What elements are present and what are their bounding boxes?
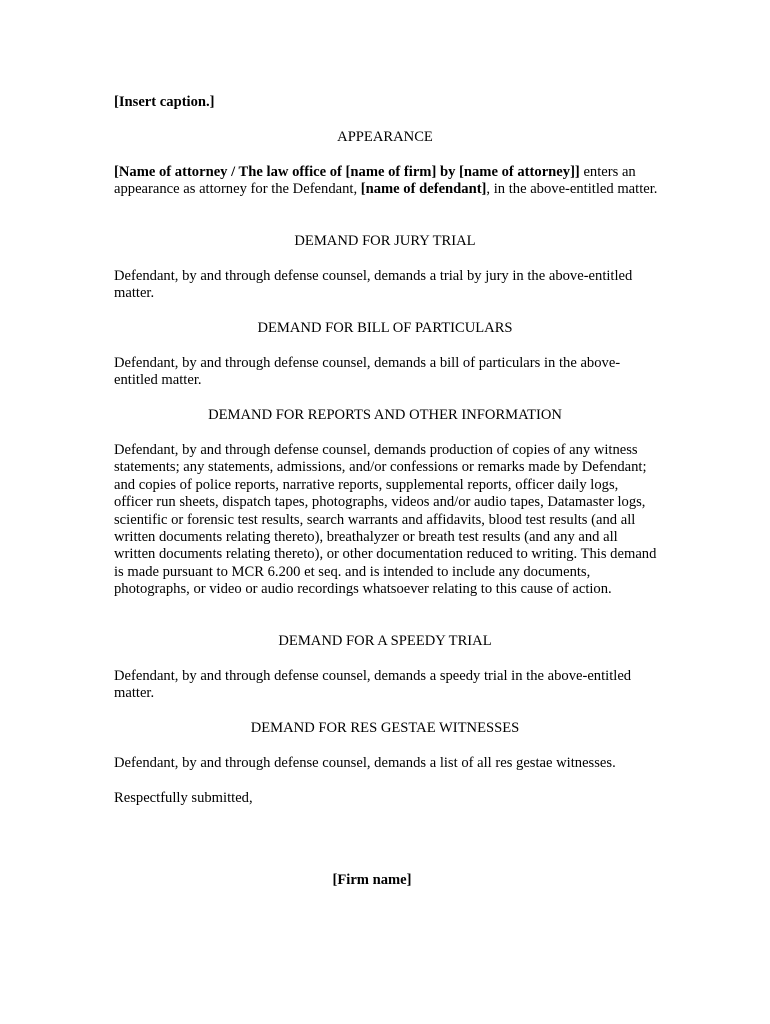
attorney-placeholder: [Name of attorney / The law office of [name of firm] by [name of attorney]] bbox=[114, 164, 580, 180]
section-heading-speedy-trial: DEMAND FOR A SPEEDY TRIAL bbox=[278, 633, 492, 649]
section-body-res-gestae: Defendant, by and through defense counsel, demands a list of all res gestae witnesses. bbox=[114, 755, 616, 771]
section-body-reports: Defendant, by and through defense counsel, demands production of copies of any witness statements; any statements, admissions, and/or confessions or remarks made by Defendant; and copies of police reports, narrative reports, supplemental reports, officer daily logs, officer run sheets, dispatch tapes, photographs, videos and/or audio tapes, Datamaster logs, scientific or forensic test results, search warrants and affidavits, blood test results (and all written documents relating thereto), breathalyzer or breath test results (and any and all written documents relating thereto), or other documentation reduced to writing. This demand is made pursuant to MCR 6.200 et seq. and is intended to include any documents, photographs, or video or audio recordings whatsoever relating to this cause of action. bbox=[114, 442, 657, 598]
section-body-jury-trial: Defendant, by and through defense counsel, demands a trial by jury in the above-entitled matter. bbox=[114, 268, 633, 302]
firm-name-placeholder: [Firm name] bbox=[332, 871, 412, 888]
section-heading-reports: DEMAND FOR REPORTS AND OTHER INFORMATION bbox=[208, 407, 562, 423]
caption-placeholder: [Insert caption.] bbox=[114, 94, 215, 110]
document-title: APPEARANCE bbox=[337, 129, 433, 145]
defendant-placeholder: [name of defendant] bbox=[360, 181, 487, 198]
section-heading-jury-trial: DEMAND FOR JURY TRIAL bbox=[294, 233, 476, 249]
appearance-text-2: , in the above-entitled matter. bbox=[486, 181, 658, 198]
section-heading-bill-of-particulars: DEMAND FOR BILL OF PARTICULARS bbox=[257, 320, 513, 336]
section-body-bill-of-particulars: Defendant, by and through defense counsel, demands a bill of particulars in the above-entitled matter. bbox=[114, 355, 621, 389]
section-body-speedy-trial: Defendant, by and through defense counsel, demands a speedy trial in the above-entitled matter. bbox=[114, 668, 632, 702]
section-heading-res-gestae: DEMAND FOR RES GESTAE WITNESSES bbox=[250, 720, 520, 736]
appearance-text-1: enters an appearance as attorney for the Defendant, bbox=[114, 164, 636, 198]
closing-text: Respectfully submitted, bbox=[114, 790, 253, 806]
appearance-paragraph bbox=[114, 164, 662, 199]
